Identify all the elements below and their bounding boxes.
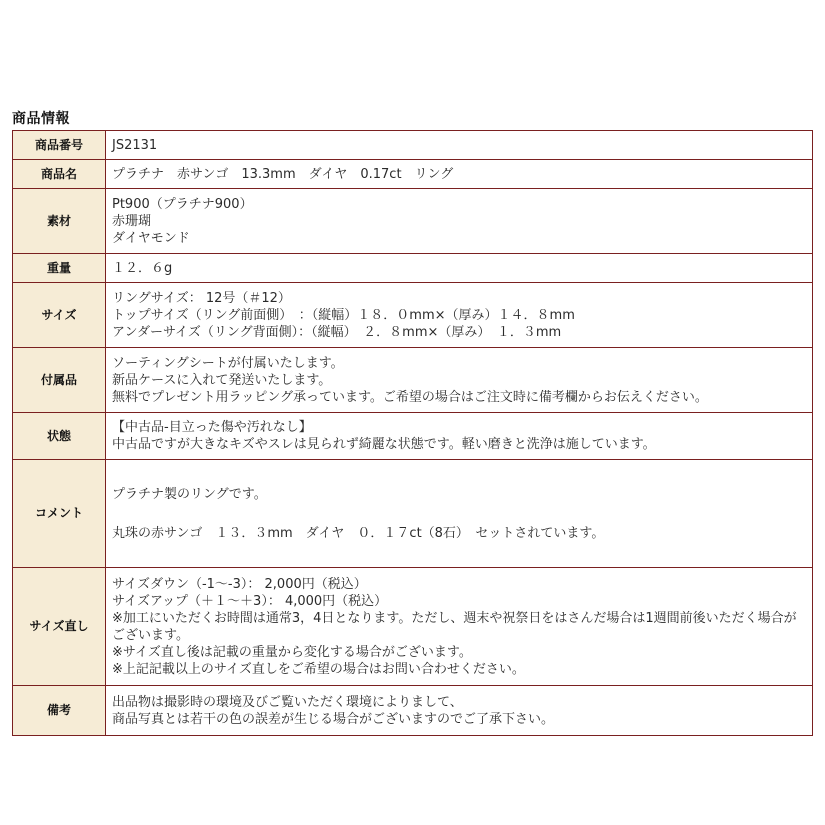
row-notes xyxy=(13,686,813,736)
label-size: サイズ xyxy=(13,283,106,348)
value-accessories xyxy=(106,348,813,413)
value-product-number xyxy=(106,131,813,160)
row-weight xyxy=(13,254,813,283)
label-condition: 状態 xyxy=(13,413,106,460)
value-line: ※上記記載以上のサイズ直しをご希望の場合はお問い合わせください。 xyxy=(112,661,525,677)
value-line: ※サイズ直し後は記載の重量から変化する場合がございます。 xyxy=(112,644,472,660)
row-accessories xyxy=(13,348,813,413)
value-line: JS2131 xyxy=(112,137,158,153)
label-notes: 備考 xyxy=(13,686,106,736)
row-comment xyxy=(13,460,813,568)
value-line: 出品物は撮影時の環境及びご覧いただく環境によりまして、 xyxy=(112,694,463,710)
value-line: 【中古品-目立った傷や汚れなし】 xyxy=(112,420,312,435)
label-product-number: 商品番号 xyxy=(13,131,106,160)
value-line: １２．６g xyxy=(112,260,173,276)
value-notes xyxy=(106,686,813,736)
value-line: 中古品ですが大きなキズやスレは見られず綺麗な状態です。軽い磨きと洗浄は施しています。 xyxy=(112,437,656,452)
blank-line xyxy=(112,503,806,525)
row-condition xyxy=(13,413,813,460)
value-condition xyxy=(106,413,813,460)
label-material: 素材 xyxy=(13,189,106,254)
value-line: プラチナ製のリングです。 xyxy=(112,486,267,502)
row-resize xyxy=(13,568,813,686)
section-title: 商品情報 xyxy=(12,111,70,127)
row-size xyxy=(13,283,813,348)
value-line: Pt900（プラチナ900） xyxy=(112,196,253,212)
label-weight: 重量 xyxy=(13,254,106,283)
row-product-name xyxy=(13,160,813,189)
value-line: 新品ケースに入れて発送いたします。 xyxy=(112,372,332,388)
value-comment xyxy=(106,460,813,568)
value-line: プラチナ 赤サンゴ 13.3mm ダイヤ 0.17ct リング xyxy=(112,166,454,182)
value-line: ソーティングシートが付属いたします。 xyxy=(112,355,344,371)
value-material xyxy=(106,189,813,254)
value-line: リングサイズ： 12号（＃12） xyxy=(112,290,291,306)
product-info-table xyxy=(12,130,813,736)
label-comment: コメント xyxy=(13,460,106,568)
value-line: アンダーサイズ（リング背面側）：（縦幅） ２．８mm×（厚み） １．３mm xyxy=(112,324,562,340)
value-line: サイズアップ（＋１～＋3）： 4,000円（税込） xyxy=(112,593,388,609)
label-product-name: 商品名 xyxy=(13,160,106,189)
value-weight xyxy=(106,254,813,283)
value-line: 商品写真とは若干の色の誤差が生じる場合がございますのでご了承下さい。 xyxy=(112,711,555,727)
value-line: トップサイズ（リング前面側） ：（縦幅）１８．０mm×（厚み）１４．８mm xyxy=(112,307,575,323)
value-size xyxy=(106,283,813,348)
value-line: 丸珠の赤サンゴ １３．３mm ダイヤ ０．１７ct（8石） セットされています。 xyxy=(112,525,605,541)
row-product-number xyxy=(13,131,813,160)
value-resize xyxy=(106,568,813,686)
label-resize: サイズ直し xyxy=(13,568,106,686)
row-material xyxy=(13,189,813,254)
value-line: ダイヤモンド xyxy=(112,230,190,246)
value-line: 無料でプレゼント用ラッピング承っています。ご希望の場合はご注文時に備考欄からお伝えください。 xyxy=(112,389,708,405)
value-product-name xyxy=(106,160,813,189)
value-line: 赤珊瑚 xyxy=(112,213,152,229)
value-line: サイズダウン（-1～-3）： 2,000円（税込） xyxy=(112,576,367,592)
label-accessories: 付属品 xyxy=(13,348,106,413)
value-line: ※加工にいただくお時間は通常3，4日となります。ただし、週末や祝祭日をはさんだ場合は1週間前後いただく場合がございます。 xyxy=(112,610,797,643)
